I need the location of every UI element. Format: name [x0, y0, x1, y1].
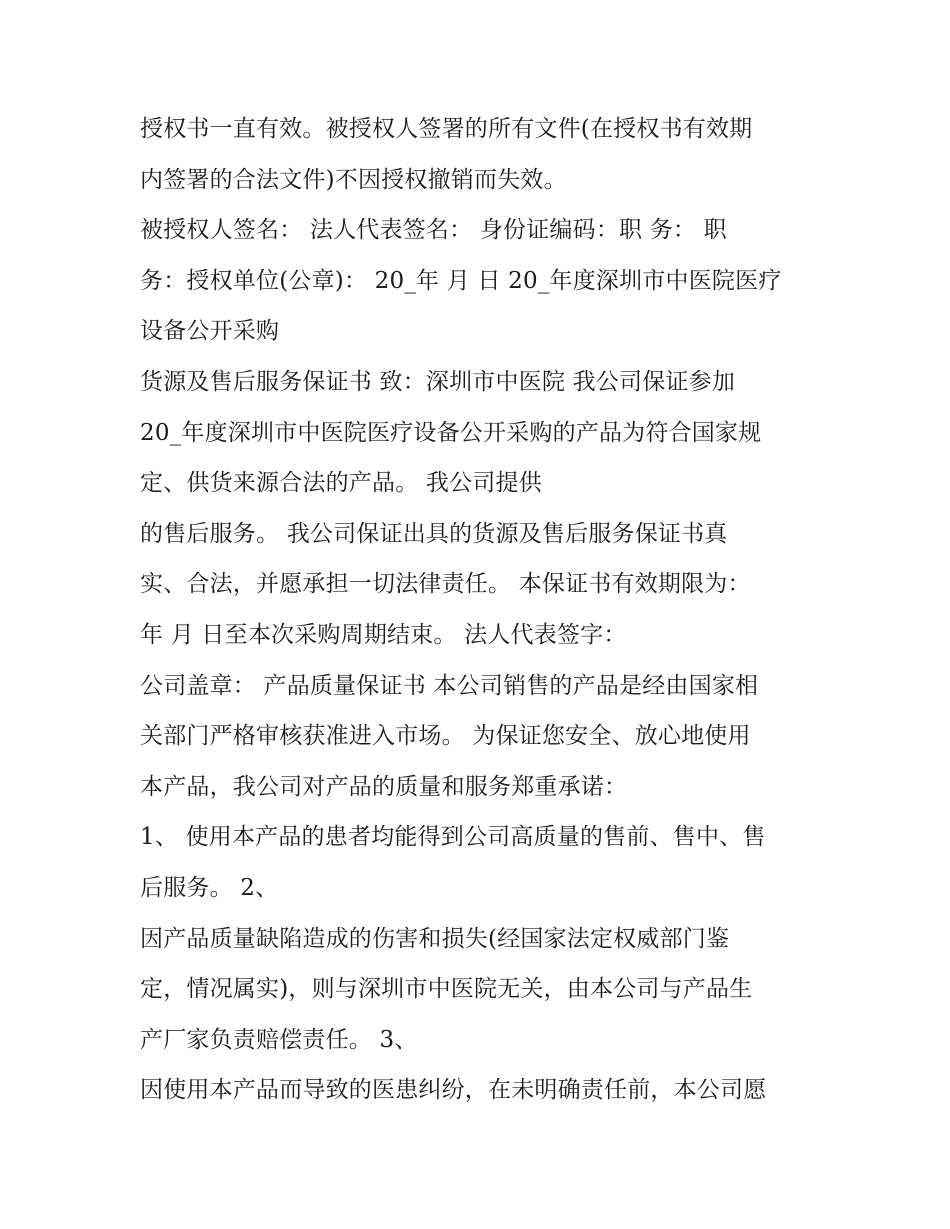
- text-line: 务：授权单位(公章)： 20_年 月 日 20_年度深圳市中医院医疗: [140, 267, 782, 294]
- text-line: 货源及售后服务保证书 致：深圳市中医院 我公司保证参加: [140, 368, 736, 395]
- text-line: 定，情况属实)，则与深圳市中医院无关，由本公司与产品生: [140, 976, 753, 1003]
- text-line: 关部门严格审核获准进入市场。 为保证您安全、放心地使用: [140, 723, 751, 750]
- text-line: 公司盖章： 产品质量保证书 本公司销售的产品是经由国家相: [140, 672, 759, 699]
- text-line: 因使用本产品而导致的医患纠纷，在未明确责任前，本公司愿: [140, 1077, 767, 1104]
- text-line: 20_年度深圳市中医院医疗设备公开采购的产品为符合国家规: [140, 419, 762, 446]
- text-line: 定、供货来源合法的产品。 我公司提供: [140, 470, 542, 497]
- text-line: 产厂家负责赔偿责任。 3、: [140, 1026, 418, 1053]
- text-line: 1、 使用本产品的患者均能得到公司高质量的售前、售中、售: [140, 824, 766, 851]
- text-line: 授权书一直有效。被授权人签署的所有文件(在授权书有效期: [140, 116, 753, 142]
- text-line: 后服务。 2、: [140, 874, 279, 901]
- text-line: 内签署的合法文件)不因授权撤销而失效。: [140, 166, 567, 193]
- document-body: [140, 104, 830, 1116]
- text-line: 设备公开采购: [140, 318, 280, 345]
- text-line: 实、合法，并愿承担一切法律责任。 本保证书有效期限为：: [140, 571, 751, 598]
- text-line: 年 月 日至本次采购周期结束。 法人代表签字：: [140, 621, 627, 648]
- text-line: 被授权人签名： 法人代表签名： 身份证编码：职 务： 职: [140, 217, 727, 244]
- text-line: 因产品质量缺陷造成的伤害和损失(经国家法定权威部门鉴: [140, 925, 730, 952]
- text-line: 的售后服务。 我公司保证出具的货源及售后服务保证书真: [140, 520, 728, 547]
- text-line: 本产品，我公司对产品的质量和服务郑重承诺：: [140, 773, 628, 800]
